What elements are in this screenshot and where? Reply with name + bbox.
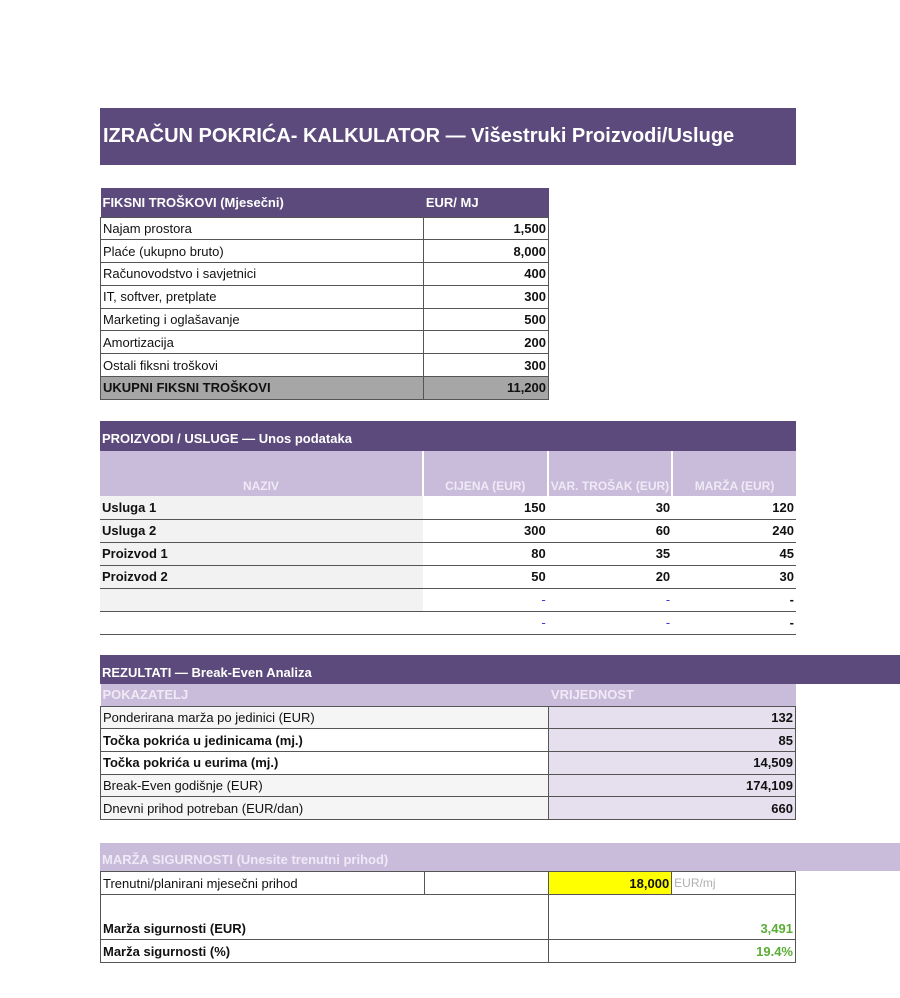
product-price-input[interactable]: 300 <box>423 519 548 542</box>
product-name-input[interactable] <box>100 611 423 634</box>
column-header-price: CIJENA (EUR) <box>423 451 548 496</box>
column-header-margin: MARŽA (EUR) <box>672 451 796 496</box>
safety-margin-eur-label: Marža sigurnosti (EUR) <box>101 895 549 940</box>
fixed-cost-row <box>101 308 549 331</box>
column-header-indicator: POKAZATELJ <box>101 684 549 706</box>
product-row-empty <box>100 588 796 611</box>
result-row <box>101 774 796 797</box>
product-price-input[interactable]: - <box>423 588 548 611</box>
fixed-cost-label: Najam prostora <box>101 217 424 240</box>
column-header-var-cost: VAR. TROŠAK (EUR) <box>548 451 672 496</box>
products-section-title: PROIZVODI / USLUGE — Unos podataka <box>100 421 796 451</box>
product-var-cost-input[interactable]: 20 <box>548 565 672 588</box>
results-column-headers <box>101 684 796 706</box>
safety-margin-eur-row <box>101 895 796 940</box>
product-price-input[interactable]: 150 <box>423 496 548 519</box>
safety-margin-pct-value: 19.4% <box>549 940 796 963</box>
safety-margin-pct-label: Marža sigurnosti (%) <box>101 940 549 963</box>
result-label: Točka pokrića u eurima (mj.) <box>101 751 549 774</box>
product-margin: 240 <box>672 519 796 542</box>
fixed-cost-input[interactable]: 400 <box>424 263 549 286</box>
page-title: IZRAČUN POKRIĆA- KALKULATOR — Višestruki Proizvodi/Usluge <box>100 108 796 165</box>
result-value: 174,109 <box>549 774 796 797</box>
fixed-cost-row <box>101 331 549 354</box>
fixed-cost-input[interactable]: 300 <box>424 285 549 308</box>
result-row <box>101 797 796 820</box>
result-row <box>101 729 796 752</box>
revenue-row <box>101 872 796 895</box>
result-value: 660 <box>549 797 796 820</box>
result-value: 85 <box>549 729 796 752</box>
safety-margin-eur-value: 3,491 <box>549 895 796 940</box>
product-margin: - <box>672 588 796 611</box>
fixed-cost-label: Računovodstvo i savjetnici <box>101 263 424 286</box>
fixed-cost-input[interactable]: 500 <box>424 308 549 331</box>
product-margin: 30 <box>672 565 796 588</box>
product-name-input[interactable]: Usluga 1 <box>100 496 423 519</box>
results-section-title: REZULTATI — Break-Even Analiza <box>100 655 900 684</box>
fixed-costs-table <box>100 188 549 400</box>
fixed-cost-input[interactable]: 1,500 <box>424 217 549 240</box>
fixed-cost-row <box>101 285 549 308</box>
safety-margin-pct-row <box>101 940 796 963</box>
result-row <box>101 706 796 729</box>
fixed-costs-total-row <box>101 377 549 400</box>
product-var-cost-input[interactable]: - <box>548 588 672 611</box>
result-label: Točka pokrića u jedinicama (mj.) <box>101 729 549 752</box>
product-row <box>100 542 796 565</box>
product-margin: - <box>672 611 796 634</box>
product-var-cost-input[interactable]: 35 <box>548 542 672 565</box>
product-var-cost-input[interactable]: 30 <box>548 496 672 519</box>
fixed-cost-row <box>101 240 549 263</box>
fixed-cost-input[interactable]: 8,000 <box>424 240 549 263</box>
fixed-costs-title: FIKSNI TROŠKOVI (Mjesečni) <box>101 188 424 217</box>
product-name-input[interactable] <box>100 588 423 611</box>
product-var-cost-input[interactable]: - <box>548 611 672 634</box>
fixed-cost-input[interactable]: 200 <box>424 331 549 354</box>
product-price-input[interactable]: 50 <box>423 565 548 588</box>
fixed-cost-row <box>101 217 549 240</box>
result-value: 132 <box>549 706 796 729</box>
result-label: Ponderirana marža po jedinici (EUR) <box>101 706 549 729</box>
result-label: Break-Even godišnje (EUR) <box>101 774 549 797</box>
fixed-cost-row <box>101 354 549 377</box>
products-column-headers <box>100 451 796 496</box>
revenue-input[interactable]: 18,000 <box>549 872 672 895</box>
product-row <box>100 565 796 588</box>
product-name-input[interactable]: Proizvod 1 <box>100 542 423 565</box>
fixed-costs-unit-header: EUR/ MJ <box>424 188 549 217</box>
product-name-input[interactable]: Proizvod 2 <box>100 565 423 588</box>
fixed-cost-label: Plaće (ukupno bruto) <box>101 240 424 263</box>
product-price-input[interactable]: - <box>423 611 548 634</box>
fixed-costs-header <box>101 188 549 217</box>
fixed-cost-label: IT, softver, pretplate <box>101 285 424 308</box>
products-table <box>100 451 796 635</box>
product-price-input[interactable]: 80 <box>423 542 548 565</box>
fixed-costs-total-value: 11,200 <box>424 377 549 400</box>
result-row <box>101 751 796 774</box>
product-margin: 45 <box>672 542 796 565</box>
fixed-cost-label: Amortizacija <box>101 331 424 354</box>
product-margin: 120 <box>672 496 796 519</box>
fixed-costs-total-label: UKUPNI FIKSNI TROŠKOVI <box>101 377 424 400</box>
safety-margin-section-title: MARŽA SIGURNOSTI (Unesite trenutni prihod) <box>100 843 900 871</box>
product-row <box>100 519 796 542</box>
column-header-name: NAZIV <box>100 451 423 496</box>
results-table <box>100 684 796 820</box>
fixed-cost-row <box>101 263 549 286</box>
revenue-unit: EUR/mj <box>672 872 796 895</box>
revenue-spacer-cell <box>424 872 549 895</box>
fixed-cost-input[interactable]: 300 <box>424 354 549 377</box>
product-var-cost-input[interactable]: 60 <box>548 519 672 542</box>
result-label: Dnevni prihod potreban (EUR/dan) <box>101 797 549 820</box>
fixed-cost-label: Marketing i oglašavanje <box>101 308 424 331</box>
column-header-value: VRIJEDNOST <box>549 684 796 706</box>
product-row <box>100 496 796 519</box>
revenue-label: Trenutni/planirani mjesečni prihod <box>101 872 425 895</box>
product-name-input[interactable]: Usluga 2 <box>100 519 423 542</box>
product-row-empty <box>100 611 796 634</box>
safety-margin-table <box>100 871 796 963</box>
result-value: 14,509 <box>549 751 796 774</box>
fixed-cost-label: Ostali fiksni troškovi <box>101 354 424 377</box>
